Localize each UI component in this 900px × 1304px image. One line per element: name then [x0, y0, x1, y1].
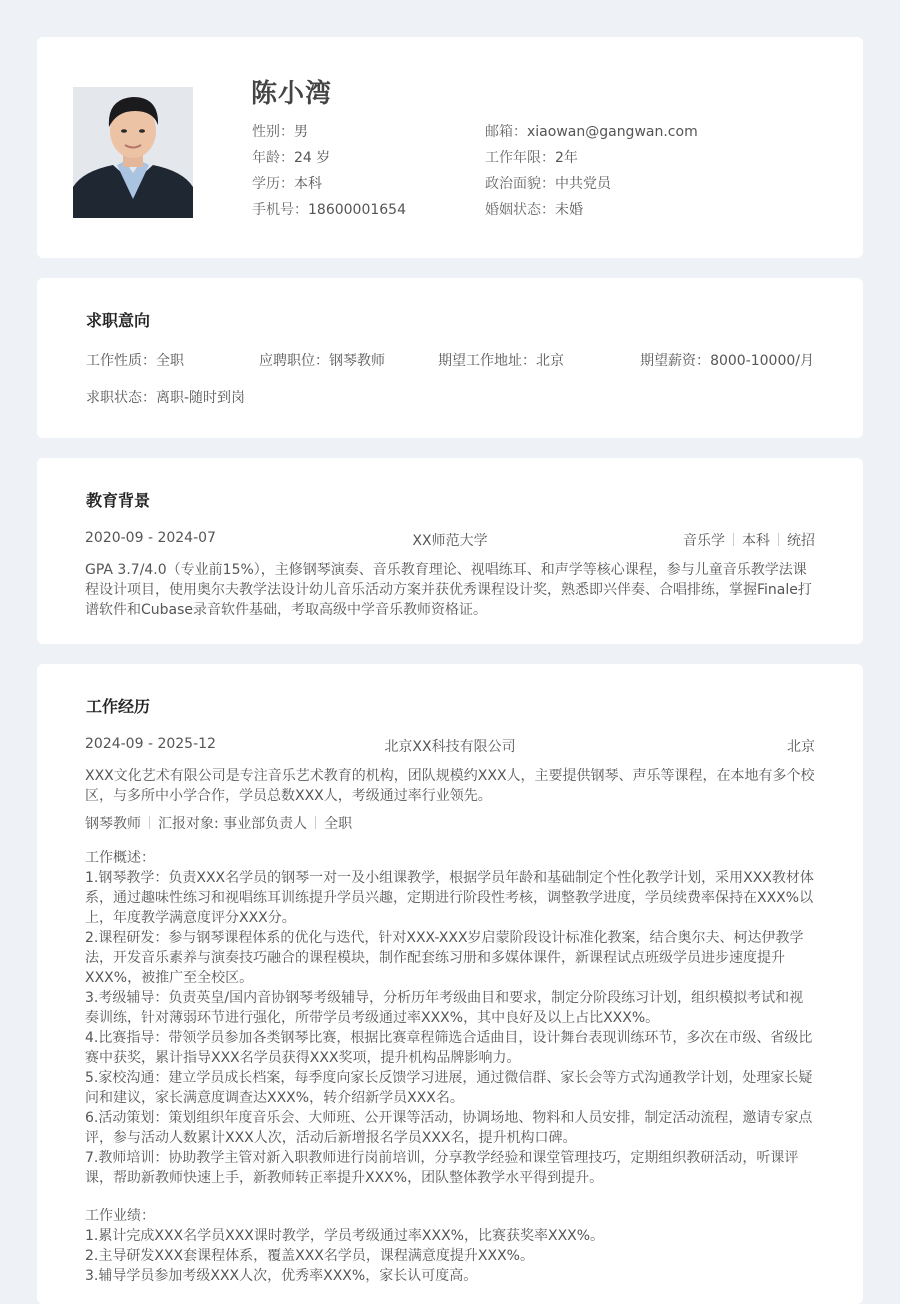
- info-gender: 性别：男: [252, 124, 308, 140]
- divider: [733, 533, 734, 546]
- education-meta: 音乐学 本科 统招: [683, 533, 815, 549]
- intent-location: 期望工作地址：北京: [438, 353, 564, 369]
- person-photo-icon: [73, 87, 193, 218]
- work-overview: 工作概述： 1.钢琴教学：负责XXX名学员的钢琴一对一及小组课教学，根据学员年龄和基础制定个性化教学计划，采用XXX教材体 系，通过趣味性练习和视唱练耳训练提升学员兴趣，定期进行阶段性考核，调整教学进度，学员续费率保持在XXX%以 上，年度教学满意度评分XXX分。 2.课程研发：参与钢琴课程体系的优化与迭代，针对XXX-XXX岁启蒙阶段设计标准化教案，结合奥尔夫、柯达伊教学 法，开发音乐素养与演奏技巧融合的课程模块，制作配套练习册和多媒体课件，新课程试点班级学员进步速度提升 XXX%，被推广至全校区。 3.考级辅导：负责英皇/国内音协钢琴考级辅导，分析历年考级曲目和要求，制定分阶段练习计划，组织模拟考试和视 奏训练，针对薄弱环节进行强化，所带学员考级通过率XXX%，其中良好及以上占比XXX%。 4.比赛指导：带领学员参加各类钢琴比赛，根据比赛章程筛选合适曲目，设计舞台表现训练环节，多次在市级、省级比 赛中获奖，累计指导XXX名学员获得XXX奖项，提升机构品牌影响力。 5.家校沟通：建立学员成长档案，每季度向家长反馈学习进展，通过微信群、家长会等方式沟通教学计划，处理家长疑 问和建议，家长满意度调查达XXX%，转介绍新学员XXX名。 6.活动策划：策划组织年度音乐会、大师班、公开课等活动，协调场地、物料和人员安排，制定活动流程，邀请专家点 评，参与活动人数累计XXX人次，活动后新增报名学员XXX名，提升机构口碑。 7.教师培训：协助教学主管对新入职教师进行岗前培训，分享教学经验和课堂管理技巧，定期组织教研活动，听课评 课，帮助新教师快速上手，新教师转正率提升XXX%，团队整体教学水平得到提升。: [85, 850, 814, 1186]
- intent-job-type: 工作性质：全职: [86, 353, 184, 369]
- info-age: 年龄：24 岁: [252, 150, 331, 166]
- education-header-row: [85, 530, 815, 550]
- intent-salary: 期望薪资：8000-10000/月: [640, 353, 814, 369]
- basic-info-right: [485, 119, 698, 223]
- info-email: 邮箱：xiaowan@gangwan.com: [485, 124, 698, 140]
- section-title-work: 工作经历: [86, 697, 151, 716]
- work-period: 2024-09 - 2025-12: [85, 736, 216, 752]
- basic-info-left: [252, 119, 406, 223]
- divider: [149, 816, 150, 829]
- work-city: 北京: [787, 739, 815, 755]
- tag-report-to: 汇报对象: 事业部负责人: [158, 816, 308, 832]
- candidate-name: 陈小湾: [251, 79, 333, 109]
- intent-status: 求职状态：离职-随时到岗: [86, 390, 246, 406]
- profile-card: [37, 37, 863, 258]
- company-intro: XXX文化艺术有限公司是专注音乐艺术教育的机构，团队规模约XXX人，主要提供钢琴、声乐等课程，在本地有多个校 区，与多所中小学合作，学员总数XXX人，考级通过率行业领先。: [85, 768, 815, 804]
- avatar-photo: [73, 87, 193, 218]
- intent-position: 应聘职位：钢琴教师: [259, 353, 385, 369]
- work-tags: [85, 813, 352, 833]
- education-school: XX师范大学: [412, 533, 488, 549]
- job-intention-card: [37, 278, 863, 438]
- section-title-intention: 求职意向: [86, 311, 151, 330]
- work-header-row: [85, 736, 815, 756]
- section-title-education: 教育背景: [86, 491, 151, 510]
- info-education: 学历：本科: [252, 176, 322, 192]
- tag-employment-type: 全职: [324, 816, 353, 832]
- divider: [315, 816, 316, 829]
- work-achievements: 工作业绩： 1.累计完成XXX名学员XXX课时教学，学员考级通过率XXX%，比赛获奖率XXX%。 2.主导研发XXX套课程体系，覆盖XXX名学员，课程满意度提升XXX%。 3.辅导学员参加考级XXX人次，优秀率XXX%，家长认可度高。: [85, 1208, 605, 1284]
- education-description: GPA 3.7/4.0（专业前15%），主修钢琴演奏、音乐教育理论、视唱练耳、和声学等核心课程，参与儿童音乐教学法课 程设计项目，使用奥尔夫教学法设计幼儿音乐活动方案并获优秀课程设计奖，熟悉即兴伴奏、合唱排练，掌握Finale打 谱软件和Cubase录音软件基础，考取高级中学音乐教师资格证。: [85, 562, 812, 618]
- education-period: 2020-09 - 2024-07: [85, 530, 216, 546]
- education-card: [37, 458, 863, 644]
- divider: [778, 533, 779, 546]
- work-experience-card: [37, 664, 863, 1304]
- info-phone: 手机号：18600001654: [252, 202, 406, 218]
- info-work-years: 工作年限：2年: [485, 150, 578, 166]
- tag-role: 钢琴教师: [85, 816, 141, 832]
- info-marital-status: 婚姻状态：未婚: [485, 202, 583, 218]
- work-company: 北京XX科技有限公司: [384, 739, 516, 755]
- info-political-status: 政治面貌：中共党员: [485, 176, 611, 192]
